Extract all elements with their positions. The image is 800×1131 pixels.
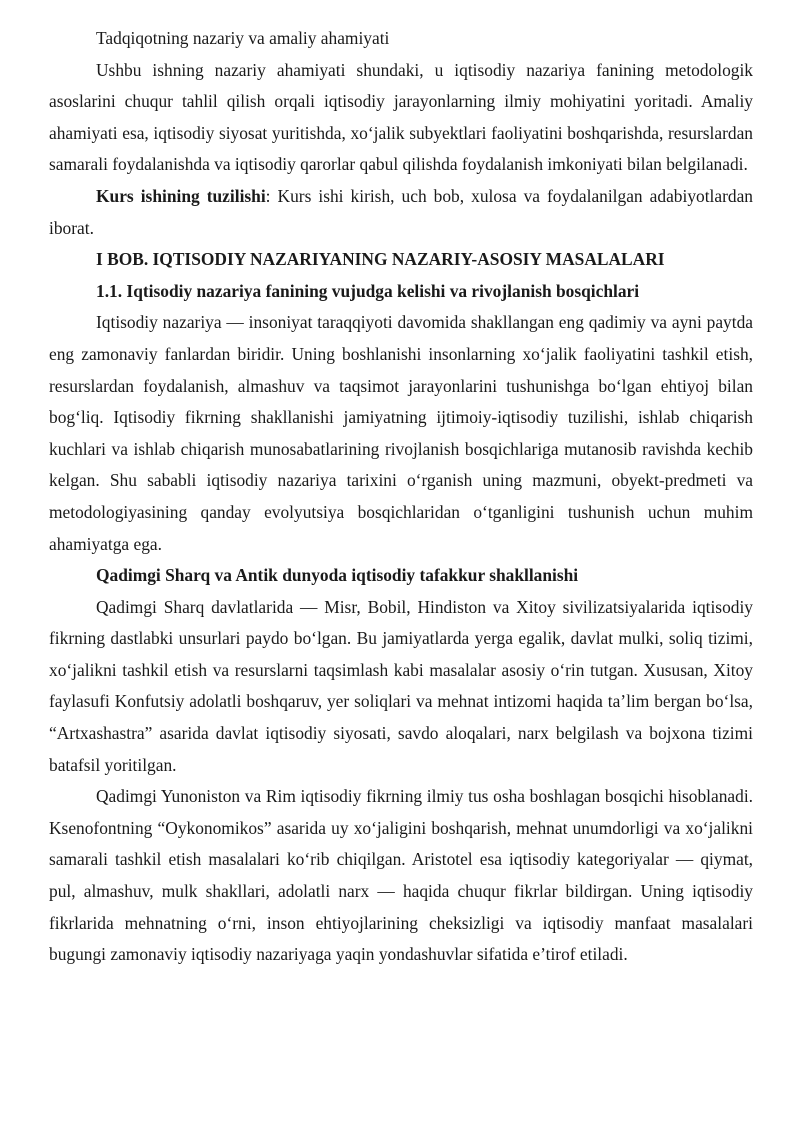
antique-world-paragraph: Qadimgi Yunoniston va Rim iqtisodiy fikrning ilmiy tus osha boshlagan bosqichi hisoblanadi. Ksenofontning “Oykonomikos” asarida uy xo‘jaligini boshqarish, mehnat unumdorligi va xo‘jalikni samarali tashkil etish masalalari ko‘rib chiqilgan. Aristotel esa iqtisodiy kategoriyalar — qiymat, pul, almashuv, mulk shakllari, adolatli narx — haqida chuqur fikrlar bildirgan. Uning iqtisodiy fikrlarida mehnatning o‘rni, inson ehtiyojlarining cheksizligi va iqtisodiy manfaat masalalari bugungi zamonaviy iqtisodiy nazariyaga yaqin yondashuvlar sifatida e’tirof etiladi. [49,786,753,965]
section-paragraph: Iqtisodiy nazariya — insoniyat taraqqiyoti davomida shakllangan eng qadimiy va ayni paytda eng zamonaviy fanlardan biridir. Uning boshlanishi insonlarning xo‘jalik faoliyatini tashkil etish, resurslardan foydalanish, almashuv va taqsimot jarayonlarini tushunishga bo‘lgan ehtiyoj bilan bog‘liq. Iqtisodiy fikrning shakllanishi jamiyatning ijtimoiy-iqtisodiy tuzilishi, ishlab chiqarish kuchlari va ishlab chiqarish munosabatlarining rivojlanish bosqichlariga mutanosib ravishda kechib kelgan. Shu sababli iqtisodiy nazariya tarixini o‘rganish uning mazmuni, obyekt-predmeti va metodologiyasining qanday evolyutsiya bosqichlaridan o‘tganligini tushunish uchun muhim ahamiyatga ega. [49,312,753,554]
section-title: 1.1. Iqtisodiy nazariya fanining vujudga kelishi va rivojlanish bosqichlari [96,280,640,301]
subsection-title: Qadimgi Sharq va Antik dunyoda iqtisodiy tafakkur shakllanishi [96,565,579,586]
ancient-east-paragraph: Qadimgi Sharq davlatlarida — Misr, Bobil, Hindiston va Xitoy sivilizatsiyalarida iqtisodiy fikrning dastlabki unsurlari paydo bo‘lgan. Bu jamiyatlarda yerga egalik, davlat mulki, soliq tizimi, xo‘jalikni tashkil etish va resurslarni taqsimlash kabi masalalar asosiy o‘rin tutgan. Xususan, Xitoy faylasufi Konfutsiy adolatli boshqaruv, yer soliqlari va mehnat intizomi haqida ta’lim bergan bo‘lsa, “Artxashastra” asarida davlat iqtisodiy siyosati, savdo aloqalari, narx belgilash va bojxona tizimi batafsil yoritilgan. [49,596,753,775]
structure-paragraph [49,181,753,244]
significance-paragraph: Ushbu ishning nazariy ahamiyati shundaki, u iqtisodiy nazariya fanining metodologik asoslarini chuqur tahlil qilish orqali iqtisodiy jarayonlarning ilmiy mohiyatini yoritadi. Amaliy ahamiyati esa, iqtisodiy siyosat yuritishda, xo‘jalik subyektlari faoliyatini boshqarishda, resurslardan samarali foydalanishda va iqtisodiy qarorlar qabul qilishda foydalanish imkoniyati bilan belgilanadi. [49,59,753,175]
structure-text: : Kurs ishi kirish, uch bob, xulosa va foydalanilgan adabiyotlardan iborat. [49,185,753,238]
document-page [49,23,753,971]
structure-label: Kurs ishining tuzilishi [96,185,266,206]
significance-heading: Tadqiqotning nazariy va amaliy ahamiyati [96,28,390,48]
chapter-title: I BOB. IQTISODIY NAZARIYANING NAZARIY-ASOSIY MASALALARI [96,249,665,270]
